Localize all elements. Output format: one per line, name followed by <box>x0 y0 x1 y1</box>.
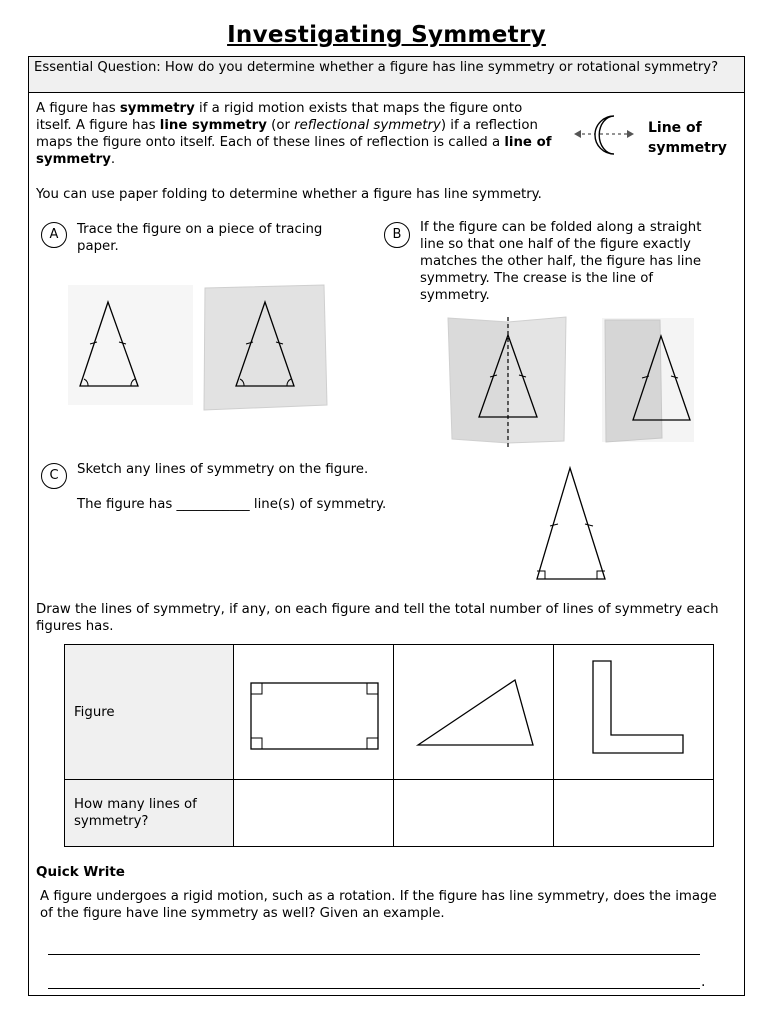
essential-question: Essential Question: How do you determine whether a figure has line symmetry or rotational symmetry? <box>28 56 745 93</box>
folded-figure <box>602 318 702 446</box>
rectangle-cell <box>234 645 394 780</box>
triangle-figure-a <box>68 285 193 415</box>
intro-text: . <box>110 152 116 167</box>
lines-count-header: How many lines of symmetry? <box>65 780 234 847</box>
paper-folding-text: You can use paper folding to determine whether a figure has line symmetry. <box>36 187 542 202</box>
quick-write-heading: Quick Write <box>36 864 125 880</box>
answer-cell-rectangle[interactable] <box>234 780 394 847</box>
tracing-paper-figure <box>202 285 327 413</box>
figure-header: Figure <box>65 645 234 780</box>
answer-line-2[interactable] <box>48 988 700 989</box>
step-b-badge: B <box>384 222 410 248</box>
intro-text: if a rigid motion exists that maps the figure onto itself. A figure has <box>36 101 523 133</box>
worksheet-page <box>28 0 745 1000</box>
intro-text: (or <box>271 118 290 133</box>
scalene-triangle-figure <box>394 645 553 775</box>
term-line-of-symmetry: line of symmetry <box>36 135 552 167</box>
answer-cell-triangle[interactable] <box>394 780 554 847</box>
draw-instruction: Draw the lines of symmetry, if any, on each figure and tell the total number of lines of symmetry each figures has. <box>36 602 719 634</box>
l-shape-figure <box>554 645 713 775</box>
line-of-symmetry-icon <box>572 112 642 158</box>
answer-cell-l-shape[interactable] <box>554 780 714 847</box>
rectangle-figure <box>234 645 393 775</box>
page-title: Investigating Symmetry <box>227 22 546 48</box>
term-line-symmetry: line symmetry <box>159 118 267 133</box>
answer-line-1[interactable] <box>48 954 700 955</box>
symmetry-table <box>64 644 714 847</box>
step-c-badge: C <box>41 463 67 489</box>
folding-figure <box>446 315 571 450</box>
triangle-figure-c <box>528 462 618 587</box>
line-of-symmetry-label: Line of symmetry <box>648 120 727 156</box>
step-b-text: If the figure can be folded along a straight line so that one half of the figure exactly matches the other half, the figure has line symmetry. The crease is the line of symmetry. <box>420 220 702 303</box>
intro-text: ) if a reflection maps the figure onto itself. Each of these lines of reflection is called a <box>36 118 538 150</box>
quick-write-prompt: A figure undergoes a rigid motion, such as a rotation. If the figure has line symmetry, does the image of the figure have line symmetry as well? Given an example. <box>40 889 717 921</box>
term-symmetry: symmetry <box>119 101 195 116</box>
l-shape-cell <box>554 645 714 780</box>
step-c-blank: The figure has ___________ line(s) of symmetry. <box>77 497 387 512</box>
answer-end-mark: . <box>701 974 706 990</box>
term-reflectional-symmetry: reflectional symmetry <box>294 118 441 133</box>
step-c-text: Sketch any lines of symmetry on the figure. <box>77 462 369 477</box>
intro-text: A figure has <box>36 101 116 116</box>
scalene-triangle-cell <box>394 645 554 780</box>
intro-paragraph <box>36 100 561 168</box>
step-a-badge: A <box>41 222 67 248</box>
step-a-text: Trace the figure on a piece of tracing paper. <box>77 222 323 254</box>
